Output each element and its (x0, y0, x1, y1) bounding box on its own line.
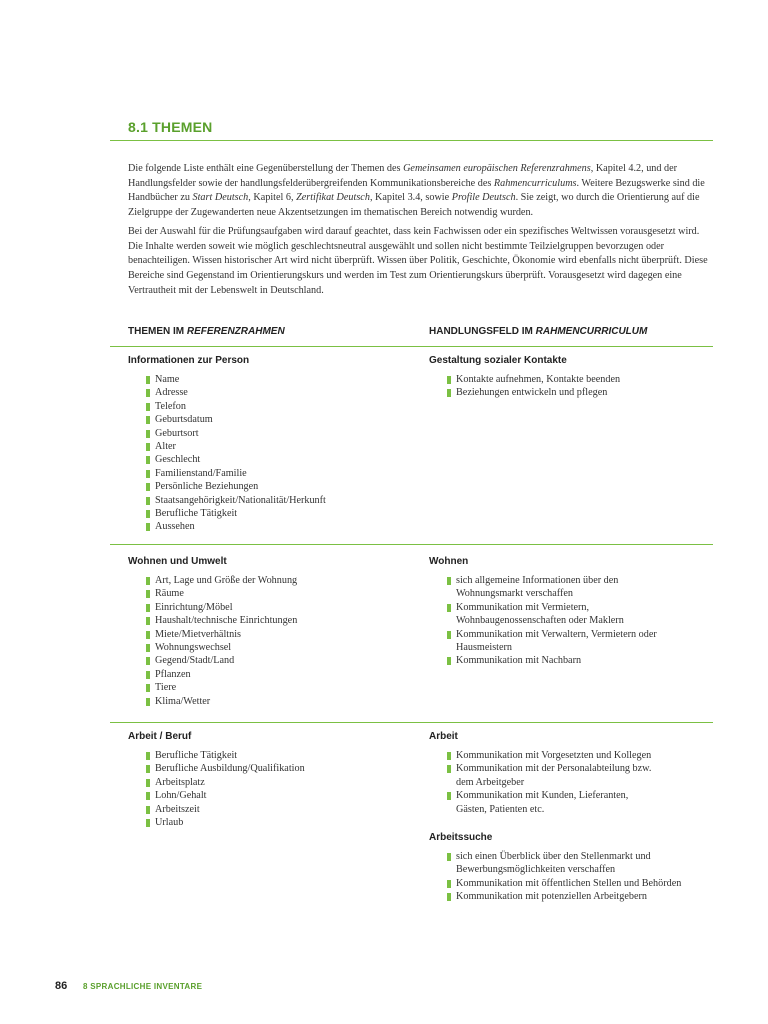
list-item-text: Kommunikation mit öffentlichen Stellen und Behörden (456, 877, 682, 889)
list-item (146, 668, 418, 681)
list-item-text: Berufliche Tätigkeit (155, 508, 238, 520)
intro-text-run: , Kapitel 6, (248, 192, 297, 204)
bullet-icon (146, 456, 150, 464)
list-item (447, 850, 719, 877)
bullet-icon (146, 483, 150, 491)
list-item (146, 453, 418, 466)
section-divider (110, 140, 713, 141)
bullet-icon (146, 604, 150, 612)
bullet-icon (146, 510, 150, 518)
bullet-icon (146, 779, 150, 787)
list-item-text: Telefon (155, 400, 186, 412)
bullet-icon (447, 657, 451, 665)
list-item-text: Geschlecht (155, 454, 201, 466)
bullet-list (128, 574, 418, 708)
block-heading: Gestaltung sozialer Kontakte (429, 355, 567, 366)
list-item-text: Miete/Mietverhältnis (155, 628, 242, 640)
list-item (447, 877, 719, 890)
block-heading: Wohnen (429, 556, 469, 567)
column-header-fields-prefix: HANDLUNGSFELD IM (429, 326, 536, 337)
list-item-text: Pflanzen (155, 668, 191, 680)
bullet-icon (146, 657, 150, 665)
list-item (146, 654, 418, 667)
list-item-text: Persönliche Beziehungen (155, 481, 259, 493)
list-item (146, 614, 418, 627)
bullet-icon (447, 604, 451, 612)
list-item (146, 762, 418, 775)
bullet-icon (146, 523, 150, 531)
list-item-text: Bewerbungsmöglichkeiten verschaffen (456, 864, 616, 876)
intro-text (128, 162, 714, 302)
list-item (146, 776, 418, 789)
list-item (447, 749, 719, 762)
list-item (146, 587, 418, 600)
list-item-text: Alter (155, 441, 176, 453)
list-item (146, 440, 418, 453)
intro-title-reference: Start Deutsch (192, 192, 249, 204)
list-item (447, 654, 719, 667)
list-item-text: Name (155, 374, 180, 385)
block-heading: Informationen zur Person (128, 355, 250, 366)
list-item-text: Kommunikation mit Vorgesetzten und Kollegen (456, 750, 652, 761)
list-item (146, 789, 418, 802)
list-item (146, 373, 418, 386)
list-item-text: Kommunikation mit der Personalabteilung bzw. (456, 763, 652, 775)
list-item (146, 494, 418, 507)
list-item-text: Berufliche Tätigkeit (155, 750, 238, 761)
bullet-icon (146, 792, 150, 800)
theme-block-housing (128, 556, 418, 708)
list-item-text: Hausmeistern (456, 642, 513, 654)
bullet-list (128, 749, 418, 829)
section-title: 8.1 THEMEN (128, 119, 213, 135)
list-item-text: Wohnbaugenossenschaften oder Maklern (456, 615, 624, 627)
page-number: 86 (55, 980, 68, 992)
row-divider (110, 346, 713, 347)
list-item (447, 890, 719, 903)
bullet-icon (146, 671, 150, 679)
bullet-icon (146, 752, 150, 760)
list-item (146, 681, 418, 694)
list-item-text: Art, Lage und Größe der Wohnung (155, 575, 298, 586)
list-item (146, 507, 418, 520)
bullet-icon (447, 765, 451, 773)
bullet-icon (447, 893, 451, 901)
intro-text-run: , Kapitel 3.4, sowie (369, 192, 452, 204)
bullet-icon (447, 880, 451, 888)
bullet-list (128, 373, 418, 534)
column-header-fields (429, 326, 647, 337)
list-item-text: Kommunikation mit Kunden, Lieferanten, (456, 790, 629, 802)
list-item-text: Staatsangehörigkeit/Nationalität/Herkunft (155, 494, 326, 506)
list-item-text: sich allgemeine Informationen über den (456, 575, 619, 586)
list-item (146, 641, 418, 654)
bullet-icon (447, 577, 451, 585)
list-item-text: Tiere (155, 682, 177, 694)
list-item-text: Geburtsort (155, 427, 199, 439)
list-item (447, 386, 719, 399)
field-block-social-contacts (429, 355, 719, 400)
bullet-icon (146, 403, 150, 411)
intro-text-run: . Sie zeigt, wo durch die Orientierung auf die Zielgruppe der Zugewanderten neue Akzentsetzungen im thematischen Bereich notwendig wurden. (128, 192, 700, 219)
list-item (447, 373, 719, 386)
list-item-text: Wohnungswechsel (155, 642, 232, 654)
column-header-themes-emphasis: REFERENZRAHMEN (186, 326, 285, 337)
list-item-text: Familienstand/Familie (155, 467, 247, 479)
bullet-icon (146, 497, 150, 505)
bullet-list (429, 373, 719, 400)
bullet-icon (146, 765, 150, 773)
block-heading: Arbeit (429, 731, 458, 742)
field-block-housing (429, 556, 719, 668)
list-item-text: sich einen Überblick über den Stellenmarkt und (456, 851, 651, 862)
bullet-icon (146, 644, 150, 652)
list-item-text: Arbeitszeit (155, 803, 200, 815)
list-item (447, 574, 719, 601)
intro-paragraph-2: Bei der Auswahl für die Prüfungsaufgaben wird darauf geachtet, dass kein Fachwissen oder ein spezifisches Weltwissen vorausgesetzt wird. Die Inhalte werden soweit wie möglich geschlechtsneutral ausgewählt und sollen nicht bestimmte Teilzielgruppen bevorzugen oder benachteiligen. Wissen historischer Art wird nicht überprüft. Wissen über Politik, Geschichte, Ökonomie wird ebenfalls nicht überprüft. Diese Bereiche sind Gegenstand im Orientierungskurs und werden im Test zum Orientierungskurs überprüft. Vorausgesetzt wird dagegen eine Vertrautheit mit der Lebenswelt in Deutschland. (128, 225, 708, 296)
bullet-icon (146, 577, 150, 585)
bullet-icon (447, 853, 451, 861)
bullet-list (429, 749, 719, 816)
intro-title-reference: Profile Deutsch (451, 192, 516, 204)
list-item (146, 386, 418, 399)
bullet-icon (146, 376, 150, 384)
list-item (146, 520, 418, 533)
list-item-text: Beziehungen entwickeln und pflegen (456, 387, 608, 399)
bullet-icon (146, 617, 150, 625)
bullet-icon (146, 389, 150, 397)
intro-title-reference: Zertifikat Deutsch (296, 192, 370, 204)
list-item-text: Gegend/Stadt/Land (155, 655, 235, 667)
list-item-text: Kommunikation mit Vermietern, (456, 601, 590, 613)
intro-text-run: Die folgende Liste enthält eine Gegenüberstellung der Themen des (128, 163, 404, 174)
list-item (146, 816, 418, 829)
field-block-work (429, 731, 719, 816)
list-item-text: Kommunikation mit Nachbarn (456, 655, 582, 667)
bullet-icon (447, 752, 451, 760)
theme-block-person (128, 355, 418, 534)
list-item-text: Arbeitsplatz (155, 776, 205, 788)
column-header-fields-emphasis: RAHMENCURRICULUM (535, 326, 648, 337)
bullet-list (429, 574, 719, 668)
intro-title-reference: Gemeinsamen europäischen Referenzrahmens (403, 163, 591, 174)
list-item-text: Aussehen (155, 521, 195, 533)
list-item (146, 628, 418, 641)
bullet-icon (146, 819, 150, 827)
bullet-icon (146, 631, 150, 639)
list-item-text: Urlaub (155, 817, 184, 829)
block-heading: Wohnen und Umwelt (128, 556, 227, 567)
bullet-icon (447, 792, 451, 800)
list-item (146, 803, 418, 816)
list-item-text: Adresse (155, 387, 188, 399)
intro-title-reference: Rahmencurriculums (493, 177, 577, 189)
bullet-icon (146, 684, 150, 692)
intro-text-run: , Kapitel 4.2, und der Handlungsfelder sowie der handlungsfelderübergreifenden Kommunikationsbereiche des (128, 163, 678, 189)
column-header-themes-prefix: THEMEN IM (128, 326, 187, 337)
row-divider (110, 722, 713, 723)
list-item (146, 695, 418, 708)
list-item (146, 574, 418, 587)
list-item-text: dem Arbeitgeber (456, 776, 525, 788)
list-item (146, 749, 418, 762)
list-item-text: Lohn/Gehalt (155, 790, 207, 802)
block-heading: Arbeit / Beruf (128, 731, 192, 742)
list-item (146, 601, 418, 614)
bullet-icon (146, 443, 150, 451)
list-item-text: Räume (155, 588, 184, 600)
list-item-text: Einrichtung/Möbel (155, 601, 233, 613)
list-item-text: Berufliche Ausbildung/Qualifikation (155, 763, 305, 775)
bullet-icon (146, 416, 150, 424)
list-item-text: Kommunikation mit Verwaltern, Vermietern oder (456, 628, 657, 640)
list-item (447, 601, 719, 628)
bullet-icon (146, 590, 150, 598)
bullet-icon (447, 631, 451, 639)
list-item-text: Kommunikation mit potenziellen Arbeitgebern (456, 891, 647, 903)
intro-paragraph-1 (128, 162, 714, 221)
list-item (447, 762, 719, 789)
bullet-icon (146, 806, 150, 814)
bullet-icon (146, 470, 150, 478)
bullet-icon (146, 430, 150, 438)
list-item-text: Gästen, Patienten etc. (456, 803, 545, 815)
field-block-job-search (429, 832, 719, 904)
column-header-themes (128, 326, 285, 337)
list-item (146, 480, 418, 493)
list-item-text: Haushalt/technische Einrichtungen (155, 615, 298, 627)
list-item (447, 628, 719, 655)
bullet-list (429, 850, 719, 904)
list-item (146, 400, 418, 413)
intro-text-run: . Weitere Bezugswerke sind die Handbücher zu (128, 177, 705, 204)
theme-block-work (128, 731, 418, 829)
block-heading: Arbeitssuche (429, 832, 493, 843)
bullet-icon (447, 376, 451, 384)
row-divider (110, 544, 713, 545)
list-item (447, 789, 719, 816)
list-item (146, 413, 418, 426)
bullet-icon (146, 698, 150, 706)
list-item (146, 467, 418, 480)
bullet-icon (447, 389, 451, 397)
list-item-text: Kontakte aufnehmen, Kontakte beenden (456, 374, 621, 385)
list-item-text: Geburtsdatum (155, 414, 213, 426)
footer-chapter: 8 SPRACHLICHE INVENTARE (83, 982, 203, 991)
list-item (146, 427, 418, 440)
list-item-text: Klima/Wetter (155, 695, 211, 707)
list-item-text: Wohnungsmarkt verschaffen (456, 588, 573, 600)
